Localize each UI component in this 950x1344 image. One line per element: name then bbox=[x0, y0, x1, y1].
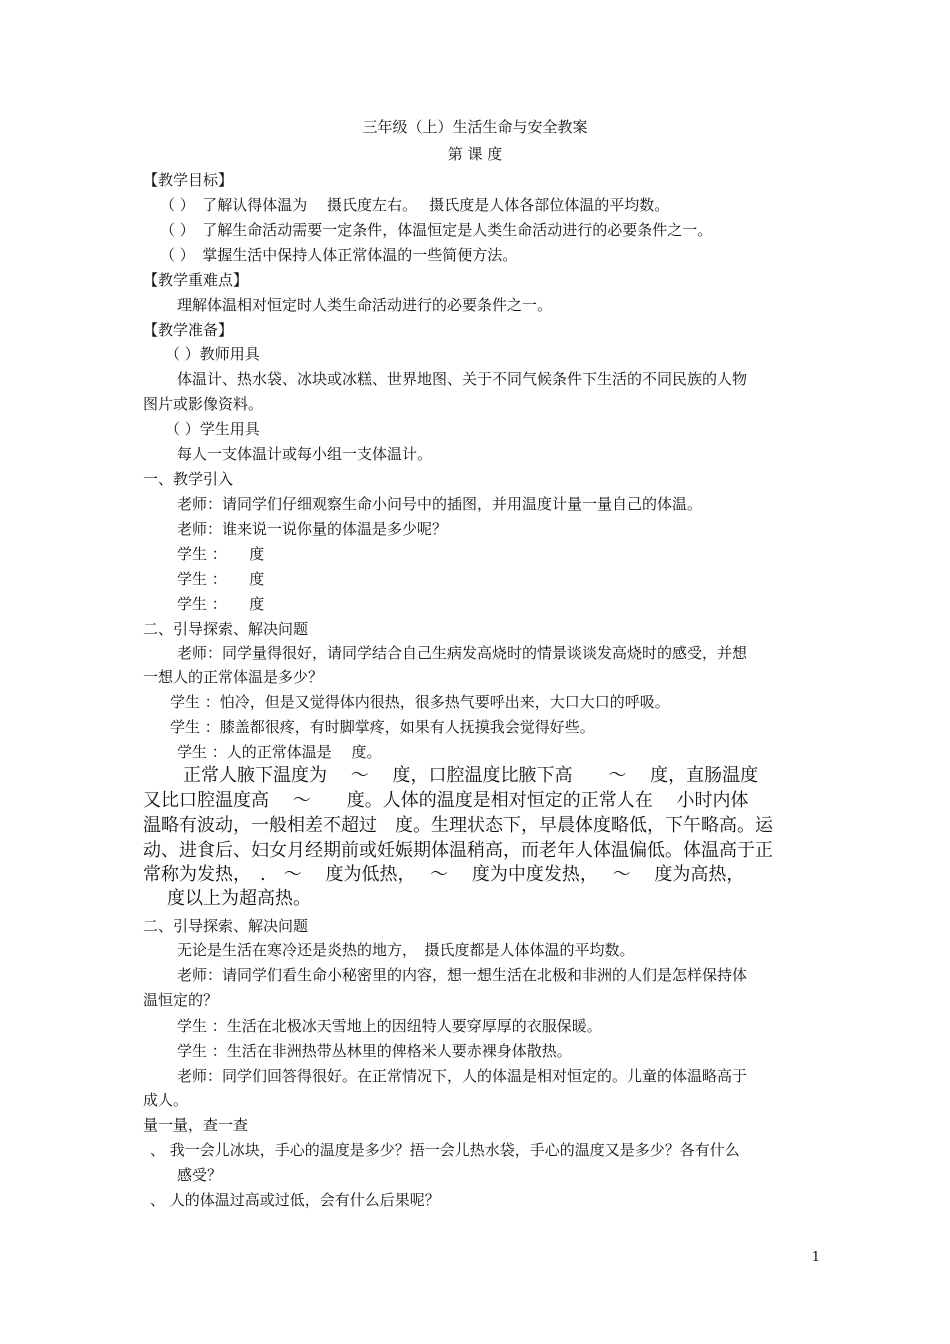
section-heading: 二、引导探索、解决问题 bbox=[143, 620, 309, 638]
dialogue-line: 成人。 bbox=[143, 1091, 189, 1109]
objective-item: （ ） 了解生命活动需要一定条件，体温恒定是人类生命活动进行的必要条件之一。 bbox=[160, 221, 713, 239]
teacher-tools-label: （ ）教师用具 bbox=[165, 345, 260, 363]
section-heading: 二、引导探索、解决问题 bbox=[143, 917, 309, 935]
dialogue-line: 学生 ：人的正常体温是 度。 bbox=[177, 743, 382, 761]
objective-item: （ ） 掌握生活中保持人体正常体温的一些简便方法。 bbox=[160, 246, 518, 264]
key-points-heading: 【教学重难点】 bbox=[143, 271, 249, 289]
temperature-info-line: 常称为发热， . ～ 度为低热， ～ 度为中度发热， ～ 度为高热， bbox=[143, 864, 745, 885]
objective-item: （ ） 了解认得体温为 摄氏度左右。 摄氏度是人体各部位体温的平均数。 bbox=[160, 196, 670, 214]
dialogue-line: 学生 ： 度 bbox=[177, 595, 265, 613]
teacher-tools-text: 体温计、热水袋、冰块或冰糕、世界地图、关于不同气候条件下生活的不同民族的人物 bbox=[177, 370, 748, 388]
question-item-continued: 感受？ bbox=[177, 1166, 223, 1184]
dialogue-line: 无论是生活在寒冷还是炎热的地方， 摄氏度都是人体体温的平均数。 bbox=[177, 941, 635, 959]
page-number: 1 bbox=[811, 1250, 820, 1265]
dialogue-line: 温恒定的？ bbox=[143, 991, 219, 1009]
temperature-info-line: 动、进食后、妇女月经期前或妊娠期体温稍高，而老年人体温偏低。体温高于正 bbox=[143, 840, 773, 861]
key-points-text: 理解体温相对恒定时人类生命活动进行的必要条件之一。 bbox=[177, 296, 553, 314]
student-tools-label: （ ）学生用具 bbox=[165, 420, 260, 438]
objectives-heading: 【教学目标】 bbox=[143, 171, 234, 189]
question-item: 、 我一会儿冰块，手心的温度是多少？捂一会儿热水袋，手心的温度又是多少？各有什么 bbox=[150, 1141, 740, 1159]
dialogue-line: 学生 ： 度 bbox=[177, 570, 265, 588]
dialogue-line: 学生 ： 度 bbox=[177, 545, 265, 563]
student-tools-text: 每人一支体温计或每小组一支体温计。 bbox=[177, 445, 433, 463]
dialogue-line: 老师：谁来说一说你量的体温是多少呢？ bbox=[177, 520, 448, 538]
dialogue-line: 学生 ：生活在北极冰天雪地上的因纽特人要穿厚厚的衣服保暖。 bbox=[177, 1017, 602, 1035]
dialogue-line: 一想人的正常体温是多少？ bbox=[143, 668, 324, 686]
dialogue-line: 学生 ：怕冷，但是又觉得体内很热，很多热气要呼出来，大口大口的呼吸。 bbox=[170, 693, 670, 711]
dialogue-line: 老师：请同学们看生命小秘密里的内容，想一想生活在北极和非洲的人们是怎样保持体 bbox=[177, 966, 748, 984]
preparation-heading: 【教学准备】 bbox=[143, 321, 234, 339]
lesson-subtitle: 第 课 度 bbox=[447, 145, 503, 163]
dialogue-line: 学生 ：膝盖都很疼，有时脚掌疼，如果有人抚摸我会觉得好些。 bbox=[170, 718, 595, 736]
teacher-tools-text: 图片或影像资料。 bbox=[143, 395, 264, 413]
temperature-info-line: 正常人腋下温度为 ～ 度，口腔温度比腋下高 ～ 度，直肠温度 bbox=[183, 765, 759, 786]
measure-heading: 量一量，查一查 bbox=[143, 1116, 249, 1134]
dialogue-line: 老师：同学们回答得很好。在正常情况下，人的体温是相对恒定的。儿童的体温略高于 bbox=[177, 1067, 748, 1085]
document-title: 三年级（上）生活生命与安全教案 bbox=[362, 118, 588, 136]
section-heading: 一、教学引入 bbox=[143, 470, 234, 488]
dialogue-line: 老师：同学量得很好，请同学结合自己生病发高烧时的情景谈谈发高烧时的感受，并想 bbox=[177, 644, 748, 662]
temperature-info-line: 温略有波动，一般相差不超过 度。生理状态下，早晨体度略低，下午略高。运 bbox=[143, 815, 773, 836]
question-item: 、 人的体温过高或过低，会有什么后果呢？ bbox=[150, 1191, 440, 1209]
dialogue-line: 老师：请同学们仔细观察生命小问号中的插图，并用温度计量一量自己的体温。 bbox=[177, 495, 703, 513]
temperature-info-line: 又比口腔温度高 ～ 度。人体的温度是相对恒定的正常人在 小时内体 bbox=[143, 790, 749, 811]
dialogue-line: 学生 ：生活在非洲热带丛林里的俾格米人要赤裸身体散热。 bbox=[177, 1042, 572, 1060]
temperature-info-line: 度以上为超高热。 bbox=[167, 888, 311, 909]
